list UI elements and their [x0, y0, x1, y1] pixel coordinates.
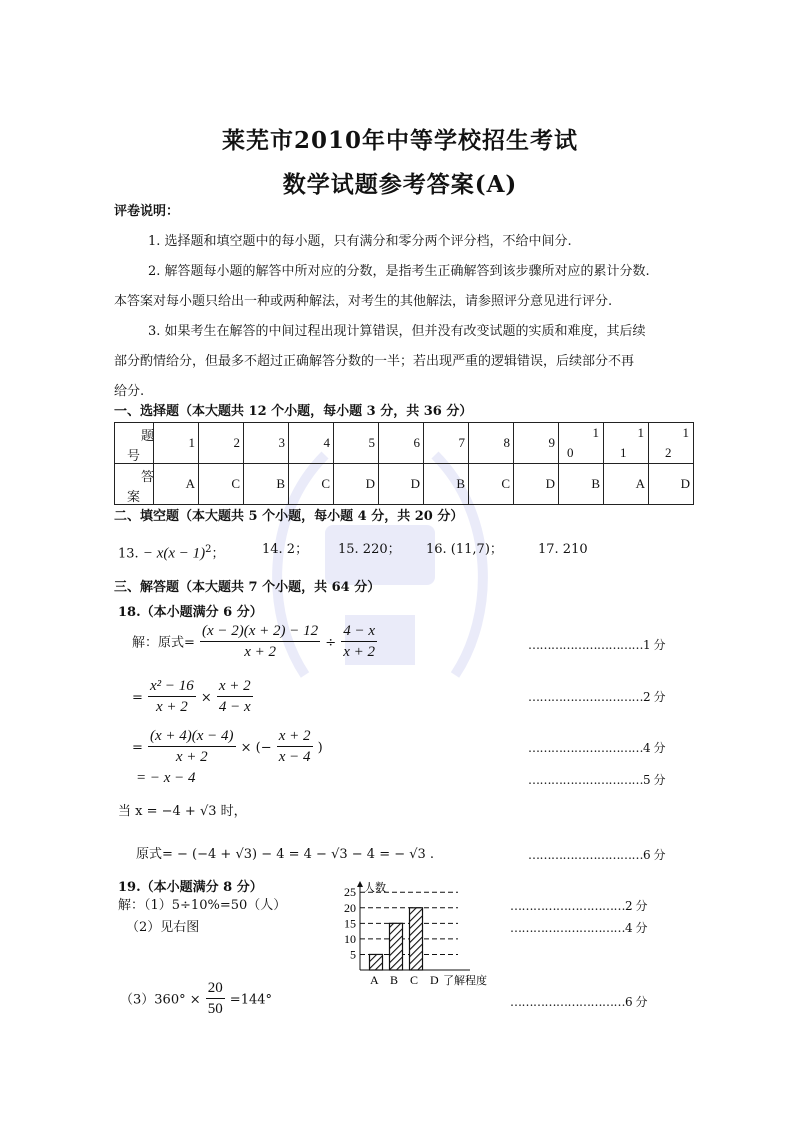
answer-cell: D	[379, 464, 424, 505]
q18-line-3: = $\frac{(x + 4)(x - 4)}{x + 2}$ × (− $\frac{x + 2}{x - 4}$ )	[132, 728, 323, 765]
question-number: 9	[514, 423, 559, 464]
chart-x-tick-label: B	[390, 973, 399, 987]
q18-heading: 18.（本小题满分 6 分）	[118, 605, 263, 620]
question-number: 7	[424, 423, 469, 464]
q19-part-3: （3）360° × $\frac{20}{50}$ =144°	[120, 980, 273, 1017]
document-subtitle: 数学试题参考答案(A)	[282, 171, 518, 198]
chart-bar-C	[410, 908, 423, 970]
question-number: 5	[334, 423, 379, 464]
question-number: 1	[154, 423, 199, 464]
fill-answer-16: 16. (11,7)；	[426, 542, 503, 557]
answer-cell: A	[604, 464, 649, 505]
question-number: 1 0	[559, 423, 604, 464]
answer-cell: B	[424, 464, 469, 505]
bar-chart	[318, 878, 508, 990]
chart-y-tick-label: 5	[350, 947, 356, 962]
q19-part-1: 解：（1）5÷10%=50（人）	[118, 898, 287, 913]
q19-heading: 19.（本小题满分 8 分）	[118, 880, 263, 895]
question-number: 6	[379, 423, 424, 464]
note-3b: 部分酌情给分，但最多不超过正确解答分数的一半；若出现严重的逻辑错误，后续部分不再	[114, 354, 635, 369]
answer-cell: A	[154, 464, 199, 505]
q19-score-1: …………………………2 分	[510, 899, 647, 913]
q18-line-2: = $\frac{\text{x² − 16}}{x + 2}$ × $\frac{x + 2}{4 - x}$	[132, 678, 251, 715]
note-2b: 本答案对每小题只给出一种或两种解法，对考生的其他解法，请参照评分意见进行评分.	[114, 294, 613, 309]
note-2a: 2. 解答题每小题的解答中所对应的分数，是指考生正确解答到该步骤所对应的累计分数.	[148, 264, 650, 279]
answer-cell: C	[199, 464, 244, 505]
answer-cell: C	[289, 464, 334, 505]
chart-bar-B	[390, 923, 403, 970]
q19-score-3: …………………………6 分	[510, 995, 647, 1009]
answer-cell: D	[334, 464, 379, 505]
q19-score-2: …………………………4 分	[510, 921, 647, 935]
q18-score-5: …………………………6 分	[528, 848, 665, 862]
chart-x-tick-label: C	[410, 973, 419, 987]
q18-score-1: …………………………1 分	[528, 638, 665, 652]
chart-y-tick-label: 25	[344, 885, 356, 900]
note-1: 1. 选择题和填空题中的每小题，只有满分和零分两个评分档，不给中间分.	[148, 234, 572, 249]
section1-heading: 一、选择题（本大题共 12 个小题，每小题 3 分，共 36 分）	[114, 404, 473, 419]
chart-x-tick-label: A	[370, 973, 379, 987]
fill-answer-17: 17. 210	[538, 542, 588, 557]
document-title: 莱芜市2010年中等学校招生考试	[221, 127, 578, 154]
answer-cell: B	[244, 464, 289, 505]
answer-cell: D	[649, 464, 694, 505]
table-header-cell: 题 号	[115, 423, 154, 464]
chart-x-tick-label: D	[430, 973, 439, 987]
q18-score-3: …………………………4 分	[528, 741, 665, 755]
q18-line-1: 解：原式= $\frac{(x - 2)(x + 2) - 12}{x + 2}$ ÷ $\frac{4 - x}{x + 2}$	[132, 623, 376, 660]
chart-x-label: 了解程度	[443, 974, 487, 987]
chart-y-tick-label: 10	[344, 931, 356, 946]
question-number: 3	[244, 423, 289, 464]
chart-bar-A	[370, 954, 383, 970]
section3-heading: 三、解答题（本大题共 7 个小题，共 64 分）	[114, 580, 381, 595]
q18-score-4: …………………………5 分	[528, 773, 665, 787]
fill-answer-15: 15. 220；	[338, 542, 401, 557]
fill-answer-13: 13. − $x(x - 1)^2$；	[118, 544, 225, 562]
notes-heading: 评卷说明：	[114, 204, 180, 219]
answer-table	[114, 422, 694, 505]
question-number: 1 1	[604, 423, 649, 464]
chart-y-tick-label: 15	[344, 916, 356, 931]
answer-cell: D	[514, 464, 559, 505]
section2-heading: 二、填空题（本大题共 5 个小题，每小题 4 分，共 20 分）	[114, 509, 464, 524]
q18-score-2: …………………………2 分	[528, 690, 665, 704]
answer-cell: B	[559, 464, 604, 505]
q19-part-2: （2）见右图	[126, 920, 200, 935]
chart-y-label: 人数	[364, 881, 386, 894]
fill-answer-14: 14. 2；	[262, 542, 309, 557]
question-number: 2	[199, 423, 244, 464]
q18-condition: 当 x = −4 + √3 时，	[118, 804, 247, 819]
answer-cell: C	[469, 464, 514, 505]
question-number: 1 2	[649, 423, 694, 464]
table-row	[115, 423, 694, 464]
question-number: 4	[289, 423, 334, 464]
note-3c: 给分.	[114, 384, 145, 399]
note-3a: 3. 如果考生在解答的中间过程出现计算错误，但并没有改变试题的实质和难度，其后续	[148, 324, 646, 339]
chart-y-tick-label: 20	[344, 900, 356, 915]
table-header-cell: 答 案	[115, 464, 154, 505]
question-number: 8	[469, 423, 514, 464]
table-row	[115, 464, 694, 505]
q18-line-4: = − x − 4	[136, 770, 196, 786]
q18-line-5: 原式= − (−4 + √3) − 4 = 4 − √3 − 4 = − √3 .	[136, 847, 435, 862]
